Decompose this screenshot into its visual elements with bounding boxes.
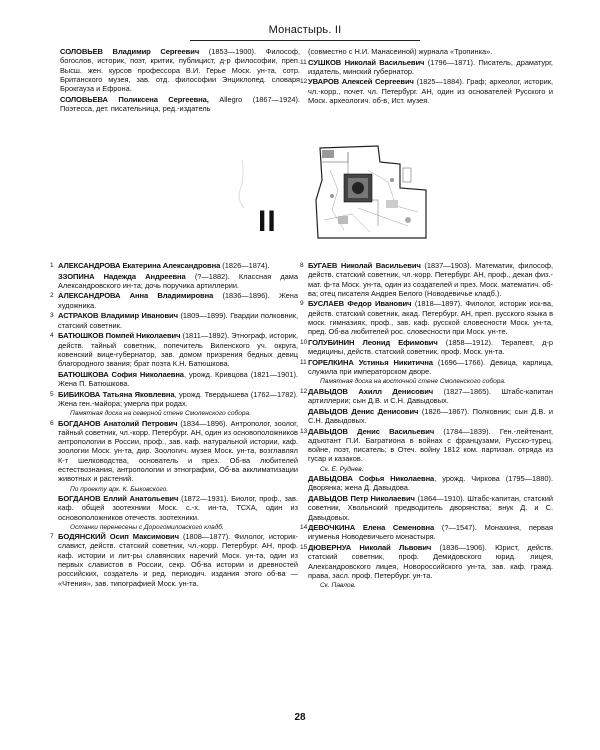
entry-name: ГОЛУБИНИН Леонид Ефимович bbox=[308, 337, 438, 347]
entry-name: ГОРЕЛКИНА Устинья Никитична bbox=[308, 357, 433, 367]
entry bbox=[58, 494, 298, 522]
entry-name: СУШКОВ Николай Васильевич bbox=[308, 57, 425, 67]
entry bbox=[300, 542, 554, 580]
entry-number: 11 bbox=[300, 358, 307, 366]
entry-note: Памятная доска на восточной стене Смоленского собора. bbox=[320, 378, 506, 386]
entry-name: АСТРАКОВ Владимир Иванович bbox=[58, 311, 178, 321]
header-rule bbox=[190, 40, 420, 41]
entry bbox=[60, 47, 300, 93]
entry-name: БОГДАНОВ Анатолий Петрович bbox=[58, 418, 178, 428]
entry bbox=[50, 261, 298, 270]
entry-name: ДАВЫДОВ Ахилл Денисович bbox=[308, 386, 434, 396]
entry bbox=[50, 311, 298, 330]
entry-text: (1853—1900). Философ, богослов, историк, поэт, критик, публицист, д-р философии, преп. Высш. жен. курсов профессора В.И. Герье Моск. ун-та, сотр. Британского музея, зав. отд. философии Энциклопед. словаря Брокгауза и Ефрона. bbox=[60, 47, 300, 94]
sculptor-credit: Ск. Павлов. bbox=[320, 582, 356, 590]
entry bbox=[50, 291, 298, 310]
entry-number: 4 bbox=[50, 332, 54, 340]
entry-text: (1826—1867). Полковник; сын Д.В. и С.Н. Давыдовых. bbox=[308, 406, 554, 425]
entry-number: 9 bbox=[300, 300, 304, 308]
running-header: Монастырь. II bbox=[268, 24, 342, 36]
entry bbox=[300, 523, 553, 542]
entry-number: 10 bbox=[300, 338, 308, 346]
entry bbox=[308, 494, 553, 522]
entry-text: (1818—1897). Филолог, историк иск-ва, действ. статский советник, акад. Петербург. АН, преп. русского языка в моск. гимназиях, проф., зав. каф. русской словесности Моск. ун-та, пред. Об-ва любителей рос. словесности при Моск. ун-те. bbox=[308, 299, 553, 337]
entry-name: ДАВЫДОВ Петр Николаевич bbox=[308, 493, 415, 503]
entry-text: (1836—1896). Жена художника. bbox=[58, 291, 298, 310]
entry-text: (1811—1892). Этнограф, историк, действ. тайный советник, попечитель Виленского уч. округа, ковенский вице-губернатор, зав. домом призрения бедных девиц благородного звания; брат поэта К.Н. Батюшкова. bbox=[58, 331, 298, 369]
entry-number: 12 bbox=[300, 78, 308, 86]
entry-number: 1 bbox=[50, 262, 54, 269]
entry-text: (1808—1877). Филолог, историк-славист, действ. статский советник, чл.-корр. Петербург. АН, проф. каф. истории и лит-ры славянских наречий Моск. ун-та, один из первых славистов в России, секр. Об-ва истории и древностей российских, создатель и ред. периодич. издания этого об-ва — «Чтения», зав. типографией Моск. ун-та. bbox=[58, 532, 298, 588]
entry bbox=[60, 95, 300, 114]
entry bbox=[308, 474, 553, 493]
entry-number: 8 bbox=[300, 262, 304, 269]
right-column bbox=[300, 261, 554, 590]
entry-name: ДЕВОЧКИНА Елена Семеновна bbox=[308, 523, 435, 533]
entry-text: , урожд. Чиркова (1795—1880). Дворянка; жена Д. Давыдова. bbox=[308, 474, 553, 493]
entry-name: БОДЯНСКИЙ Осип Максимович bbox=[58, 532, 179, 542]
entry-text: (1796—1871). Писатель, драматург, издатель, минский губернатор. bbox=[308, 57, 553, 76]
entry bbox=[50, 389, 298, 409]
entry-number: 5 bbox=[50, 390, 54, 398]
entry-text: , урожд. Твердышева (1762—1782). Жена ген.-майора; умерла при родах. bbox=[58, 389, 298, 408]
entry bbox=[50, 331, 298, 369]
entry-text: (1827—1865). Штабс-капитан артиллерии; сын Д.В. и С.Н. Давыдовых. bbox=[308, 386, 553, 406]
cemetery-plan-map bbox=[308, 140, 433, 245]
entry bbox=[308, 407, 553, 426]
entry-text: , урожд. Кривцова (1821—1901). Жена П. Батюшкова. bbox=[58, 369, 298, 389]
entry-name: ДЮВЕРНУА Николай Львович bbox=[308, 542, 432, 552]
top-left-column bbox=[60, 47, 300, 113]
faint-scan-mark bbox=[180, 150, 260, 210]
sculptor-credit: Ск. Е. Руднев. bbox=[320, 465, 364, 473]
entry-name: АЛЕКСАНДРОВА Екатерина Александровна bbox=[58, 261, 221, 270]
entry-number: 7 bbox=[50, 533, 54, 541]
entry-note: Останки перенесены с Дорогомиловского кладб. bbox=[70, 523, 224, 531]
page-number: 28 bbox=[294, 712, 306, 723]
entry bbox=[308, 47, 553, 56]
entry-text: (1837—1903). Математик, философ, действ. статский советник, чл.-корр. Петербург. АН, проф., декан физ.-мат. ф-та Моск. ун-та, один из создателей и през. Моск. математич. об-ва; отец писателя Андрея Белого (Новодевичье кладб.). bbox=[308, 261, 553, 298]
entry-name: ЗЗОПИНА Надежда Андреевна bbox=[58, 271, 186, 281]
entry bbox=[300, 426, 553, 464]
top-right-column bbox=[300, 47, 554, 106]
entry-text: (1784—1839). Ген.-лейтенант, адъютант П.И. Багратиона в войнах с французами, Русско-турец. войне, поэт, писатель; в Отеч. войну 1812 ком. партизан. отряда из гусар и казаков. bbox=[308, 426, 553, 464]
entry-name: ДАВЫДОВ Денис Васильевич bbox=[308, 426, 435, 436]
entry-number: 12 bbox=[300, 387, 308, 395]
entry-text: (1826—1874). bbox=[220, 261, 270, 270]
entry-note: По проекту арх. К. Быковского. bbox=[70, 485, 169, 493]
entry-name: БУГАЕВ Николай Васильевич bbox=[308, 261, 421, 270]
entry-note: Памятная доска на северной стене Смоленского собора. bbox=[70, 410, 252, 418]
entry bbox=[300, 261, 553, 298]
entry bbox=[300, 299, 553, 337]
left-column bbox=[50, 261, 299, 588]
entry bbox=[50, 532, 298, 588]
entry-number: 3 bbox=[50, 312, 54, 320]
entry bbox=[58, 272, 298, 291]
entry-text: (совместно с Н.И. Манасеиной) журнала «Тропинка». bbox=[308, 47, 493, 56]
entry-text: (1872—1931). Биолог, проф., зав. каф. общей зоотехники Моск. с.-х. ин-та, ТСХА, один из основоположников отечеств. зоотехники. bbox=[58, 493, 298, 522]
entry-text: (1834—1896). Антрополог, зоолог, тайный советник, чл.-корр. Петербург. АН, один из основоположников антропологии в России, проф., зав. каф. натуральной истории, каф. зоологии Моск. ун-та, дир. Зоологич. музея Моск. ун-та, возглавлял К-т шелководства, основатель и през. Об-ва любителей естествознания, антропологии и этнографии, Об-ва акклиматизации животных и растений. bbox=[58, 418, 299, 484]
entry bbox=[50, 418, 299, 484]
entry-text: (?—1882). Классная дама Александровского ин-та; дочь поручика артиллерии. bbox=[58, 271, 298, 290]
entry bbox=[58, 370, 298, 389]
entry-name: ДАВЫДОВ Денис Денисович bbox=[308, 406, 419, 416]
entry bbox=[300, 386, 553, 406]
entry-name: АЛЕКСАНДРОВА Анна Владимировна bbox=[58, 291, 214, 301]
entry-text: (1825—1884). Граф; археолог, историк, чл.-корр., почет. чл. Петербург. АН, один из основателей Русского и Моск. археологич. об-в, Ист. музея. bbox=[308, 77, 554, 106]
entry-number: 2 bbox=[50, 292, 54, 300]
entry-text: (1864—1910). Штабс-капитан, статский советник, Хвольнский предводитель дворянства; внук Д. и С. Давыдовых. bbox=[308, 493, 553, 522]
entry-name: УВАРОВ Алексей Сергеевич bbox=[308, 77, 414, 87]
entry-name: СОЛОВЬЕВА Поликсена Сергеевна, bbox=[60, 94, 209, 104]
entry-name: БОГДАНОВ Еллий Анатольевич bbox=[58, 493, 179, 503]
entry-number: 14 bbox=[300, 524, 308, 532]
entry-text: (1696—1766). Девица, карлица, служила при императорском дворе. bbox=[308, 357, 553, 377]
entry bbox=[300, 337, 553, 357]
entry bbox=[300, 77, 554, 106]
section-number-II: II bbox=[258, 205, 277, 238]
entry-number: 15 bbox=[300, 543, 308, 551]
entry-text: (1836—1906). Юрист, действ. статский советник, проф. Демидовского юрид. лицея, Александровского лицея, Новороссийского ун-та, зав. каф. гражд. права, засл. проф. Петербург. ун-та. bbox=[308, 542, 554, 580]
entry bbox=[300, 57, 553, 77]
entry-name: ДАВЫДОВА Софья Николаевна bbox=[308, 474, 435, 484]
entry-text: Allegro (1867—1924). Поэтесса, дет. писательница, ред.-издатель bbox=[60, 94, 300, 114]
entry-text: (1858—1912). Терапевт, д-р медицины, действ. статский советник, проф. Моск. ун-та. bbox=[308, 337, 553, 357]
entry-name: БИБИКОВА Татьяна Яковлевна bbox=[58, 389, 175, 399]
entry bbox=[300, 357, 553, 377]
entry-name: БАТЮШКОВ Помпей Николаевич bbox=[58, 331, 181, 341]
entry-number: 11 bbox=[300, 58, 307, 66]
entry-text: (1809—1899). Гвардии полковник, статский советник. bbox=[58, 311, 298, 330]
entry-number: 13 bbox=[300, 427, 308, 435]
entry-name: БАТЮШКОВА София Николаевна bbox=[58, 369, 184, 379]
entry-name: СОЛОВЬЕВ Владимир Сергеевич bbox=[60, 47, 200, 56]
entry-name: БУСЛАЕВ Федор Иванович bbox=[308, 299, 412, 309]
entry-text: (?—1547). Монахиня, первая игуменья Новодевичьего монастыря. bbox=[308, 523, 553, 542]
entry-number: 6 bbox=[50, 419, 54, 427]
